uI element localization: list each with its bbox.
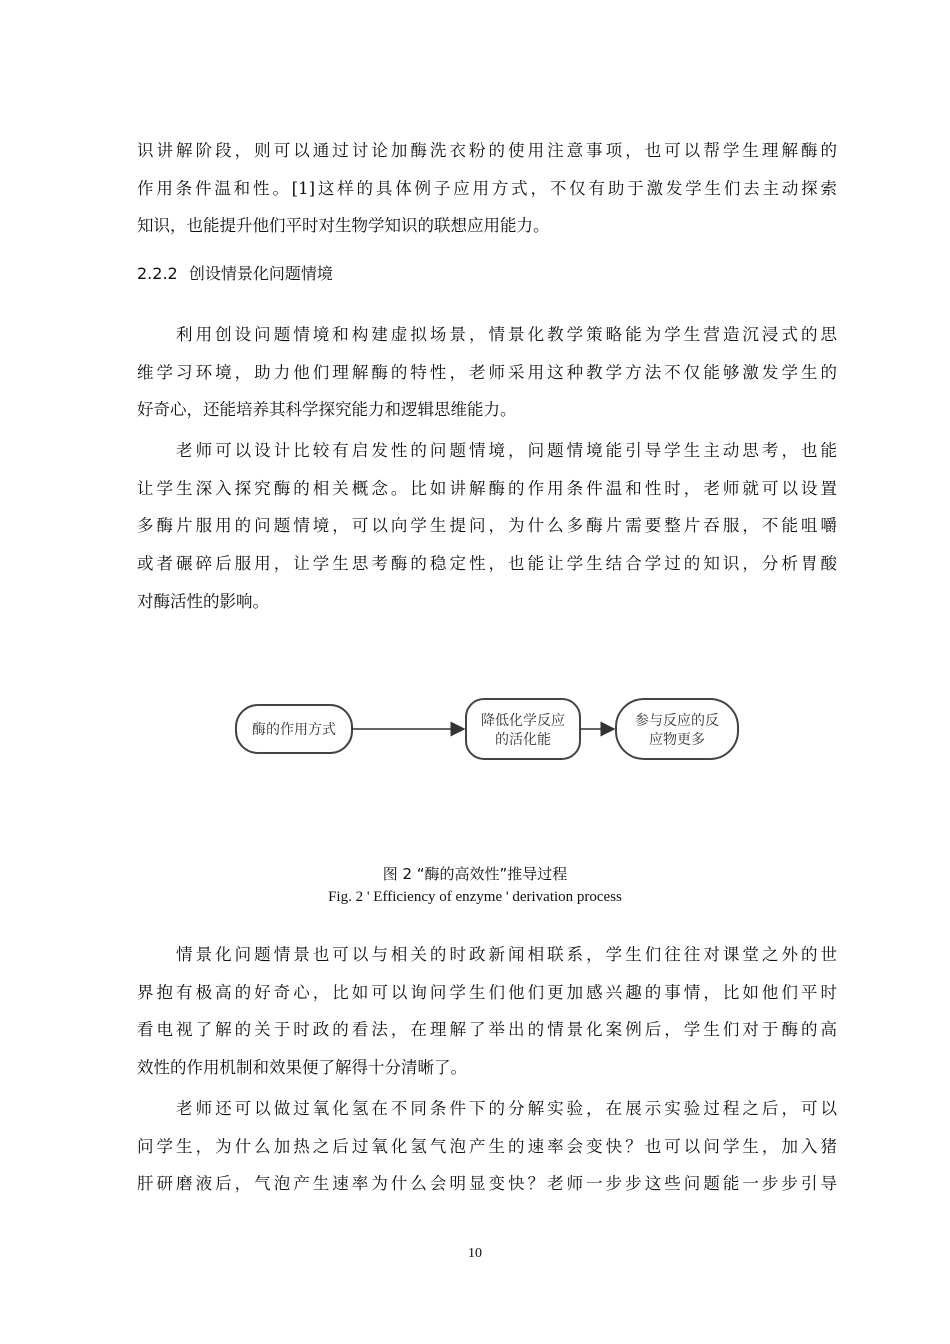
paragraph-line: 情景化问题情景也可以与相关的时政新闻相联系，学生们往往对课堂之外的世 (137, 945, 837, 964)
flow-node-2 (466, 699, 580, 759)
paragraph-line: 对酶活性的影响。 (137, 591, 269, 611)
paragraph-line: 多酶片服用的问题情境，可以向学生提问，为什么多酶片需要整片吞服，不能咀嚼 (137, 516, 837, 536)
paragraph-line: 作用条件温和性。[1]这样的具体例子应用方式，不仅有助于激发学生们去主动探索 (137, 178, 837, 198)
paragraph-3 (137, 432, 837, 620)
section-title: 创设情景化问题情境 (188, 264, 333, 283)
section-heading (137, 262, 333, 286)
paragraph-line: 老师可以设计比较有启发性的问题情境，问题情境能引导学生主动思考，也能 (137, 441, 837, 460)
paragraph-line: 问学生，为什么加热之后过氧化氢气泡产生的速率会变快？也可以问学生，加入猪 (137, 1136, 837, 1156)
paragraph-5 (137, 1090, 837, 1203)
paragraph-line: 效性的作用机制和效果便了解得十分清晰了。 (137, 1058, 467, 1078)
flow-node-1-label: 酶的作用方式 (252, 722, 336, 738)
paragraph-line: 让学生深入探究酶的相关概念。比如讲解酶的作用条件温和性时，老师就可以设置 (137, 478, 837, 498)
paragraph-line: 界抱有极高的好奇心，比如可以询问学生们他们更加感兴趣的事情，比如他们平时 (137, 982, 837, 1002)
paragraph-4 (137, 936, 837, 1087)
page-number: 10 (468, 1246, 482, 1261)
paragraph-line: 维学习环境，助力他们理解酶的特性，老师采用这种教学方法不仅能够激发学生的 (137, 362, 837, 382)
paragraph-line: 肝研磨液后，气泡产生速率为什么会明显变快？老师一步步这些问题能一步步引导 (137, 1174, 837, 1194)
flow-node-2-label-line-2: 的活化能 (495, 732, 551, 748)
paragraph-line: 利用创设问题情境和构建虚拟场景，情景化教学策略能为学生营造沉浸式的思 (137, 325, 837, 344)
paragraph-1 (137, 132, 837, 245)
section-number: 2.2.2 (137, 264, 178, 283)
flowchart-figure (230, 690, 750, 770)
flow-node-2-label-line-1: 降低化学反应 (481, 713, 565, 729)
flow-node-3-label-line-2: 应物更多 (649, 732, 705, 748)
paragraph-line: 老师还可以做过氧化氢在不同条件下的分解实验，在展示实验过程之后，可以 (137, 1099, 837, 1118)
paragraph-line: 识讲解阶段，则可以通过讨论加酶洗衣粉的使用注意事项，也可以帮学生理解酶的 (137, 141, 837, 160)
figure-caption-chinese: 图 2 “酶的高效性”推导过程 (382, 865, 568, 883)
paragraph-line: 知识，也能提升他们平时对生物学知识的联想应用能力。 (137, 216, 550, 236)
paragraph-line: 好奇心，还能培养其科学探究能力和逻辑思维能力。 (137, 400, 517, 420)
paragraph-2 (137, 316, 837, 429)
figure-caption-english: Fig. 2 ' Efficiency of enzyme ' derivation process (328, 889, 622, 905)
flow-node-3-label-line-1: 参与反应的反 (635, 713, 719, 729)
paragraph-line: 或者碾碎后服用，让学生思考酶的稳定性，也能让学生结合学过的知识，分析胃酸 (137, 554, 837, 574)
flow-node-3 (616, 699, 738, 759)
paragraph-line: 看电视了解的关于时政的看法，在理解了举出的情景化案例后，学生们对于酶的高 (137, 1020, 837, 1040)
